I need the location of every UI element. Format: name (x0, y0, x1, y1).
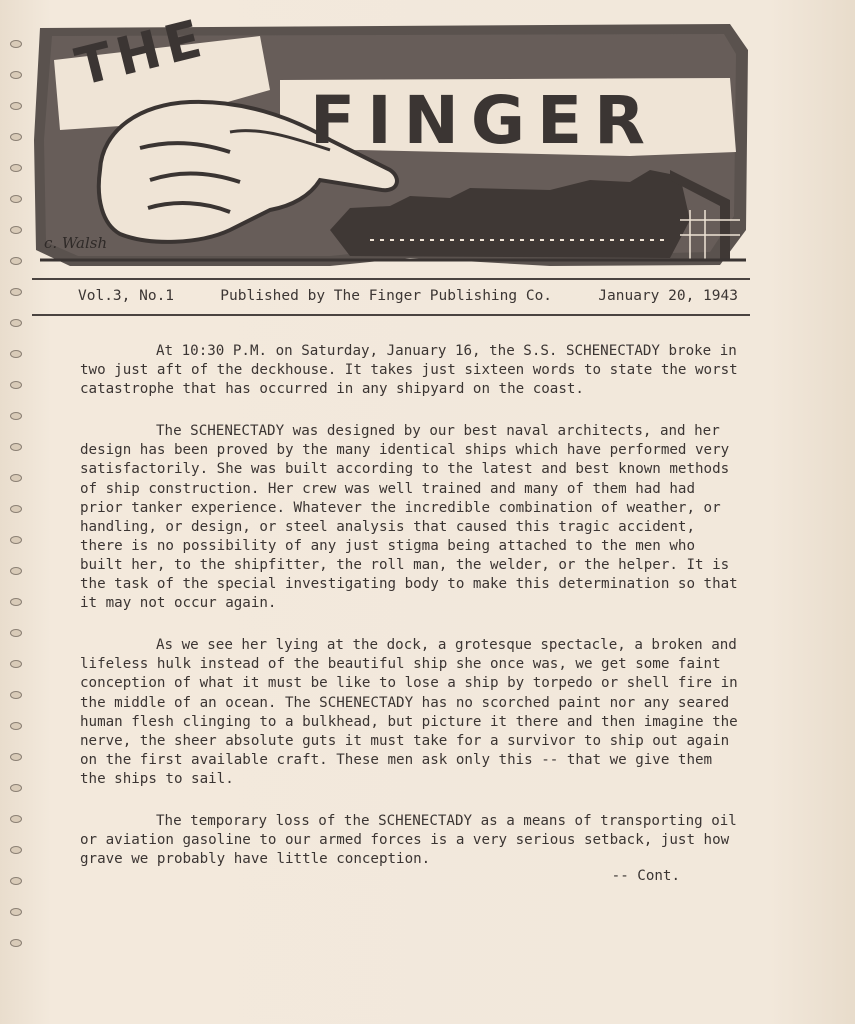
binding-hole (10, 846, 22, 854)
masthead-the: THE (70, 7, 214, 99)
binding-hole (10, 350, 22, 358)
article-body (80, 342, 740, 886)
paragraph (80, 422, 740, 613)
binding-hole (10, 164, 22, 172)
paragraph (80, 812, 740, 869)
binding-hole (10, 226, 22, 234)
paragraph-text: As we see her lying at the dock, a grotesque spectacle, a broken and lifeless hulk instead of the beautiful ship she once was, we get some faint conception of what it must be like to lose a ship by torpedo or shell fire in the middle of an ocean. The SCHENECTADY has no scorched paint nor any seared human flesh clinging to a bulkhead, but picture it there and then imagine the nerve, the sheer absolute guts it must take for a survivor to ship out again on the first available craft. These men ask only this -- that we give them the ships to sail. (80, 637, 738, 787)
binding-hole (10, 753, 22, 761)
continued-marker: -- Cont. (611, 868, 680, 885)
publisher-line: Published by The Finger Publishing Co. (220, 288, 553, 304)
binding-hole (10, 629, 22, 637)
bottom-rule (32, 314, 750, 316)
paragraph (80, 636, 740, 789)
volume-number: Vol.3, No.1 (78, 288, 175, 304)
binding-hole (10, 412, 22, 420)
binding-hole (10, 381, 22, 389)
top-rule (32, 278, 750, 280)
binding-hole (10, 257, 22, 265)
binding-hole (10, 691, 22, 699)
binding-hole (10, 784, 22, 792)
binding-hole (10, 598, 22, 606)
paragraph (80, 342, 740, 399)
binding-hole (10, 722, 22, 730)
binding-hole (10, 877, 22, 885)
artist-signature: c. Walsh (44, 234, 108, 252)
paragraph-text: The SCHENECTADY was designed by our best naval architects, and her design has been proved by the many identical ships which have performed very satisfactorily. She was built according to the latest and best known methods of ship construction. Her crew was well trained and many of them had had prior tanker experience. Whatever the incredible combination of weather, or handling, or design, or steel analysis that caused this tragic accident, there is no possibility of any just stigma being attached to the men who built her, to the shipfitter, the roll man, the welder, or the helper. It is the task of the special investigating body to make this determination so that it may not occur again. (80, 423, 738, 612)
binding-hole (10, 908, 22, 916)
binding-hole (10, 536, 22, 544)
binding-hole (10, 102, 22, 110)
binding-hole (10, 133, 22, 141)
binding-hole (10, 40, 22, 48)
paragraph-text: The temporary loss of the SCHENECTADY as a means of transporting oil or aviation gasoline to our armed forces is a very serious setback, just how grave we probably have little conception. (80, 812, 737, 868)
binding-hole (10, 815, 22, 823)
masthead-title: FINGER (310, 82, 657, 159)
binding-hole (10, 319, 22, 327)
masthead (30, 7, 752, 270)
binding-holes (4, 40, 26, 980)
binding-hole (10, 660, 22, 668)
binding-hole (10, 71, 22, 79)
binding-hole (10, 939, 22, 947)
binding-hole (10, 195, 22, 203)
issue-info-line (78, 288, 738, 304)
binding-hole (10, 474, 22, 482)
paragraph-text: At 10:30 P.M. on Saturday, January 16, the S.S. SCHENECTADY broke in two just aft of the deckhouse. It takes just sixteen words to state the worst catastrophe that has occurred in any shipyard on the coast. (80, 343, 738, 398)
binding-hole (10, 288, 22, 296)
binding-hole (10, 505, 22, 513)
binding-hole (10, 443, 22, 451)
binding-hole (10, 567, 22, 575)
issue-date: January 20, 1943 (598, 288, 738, 304)
